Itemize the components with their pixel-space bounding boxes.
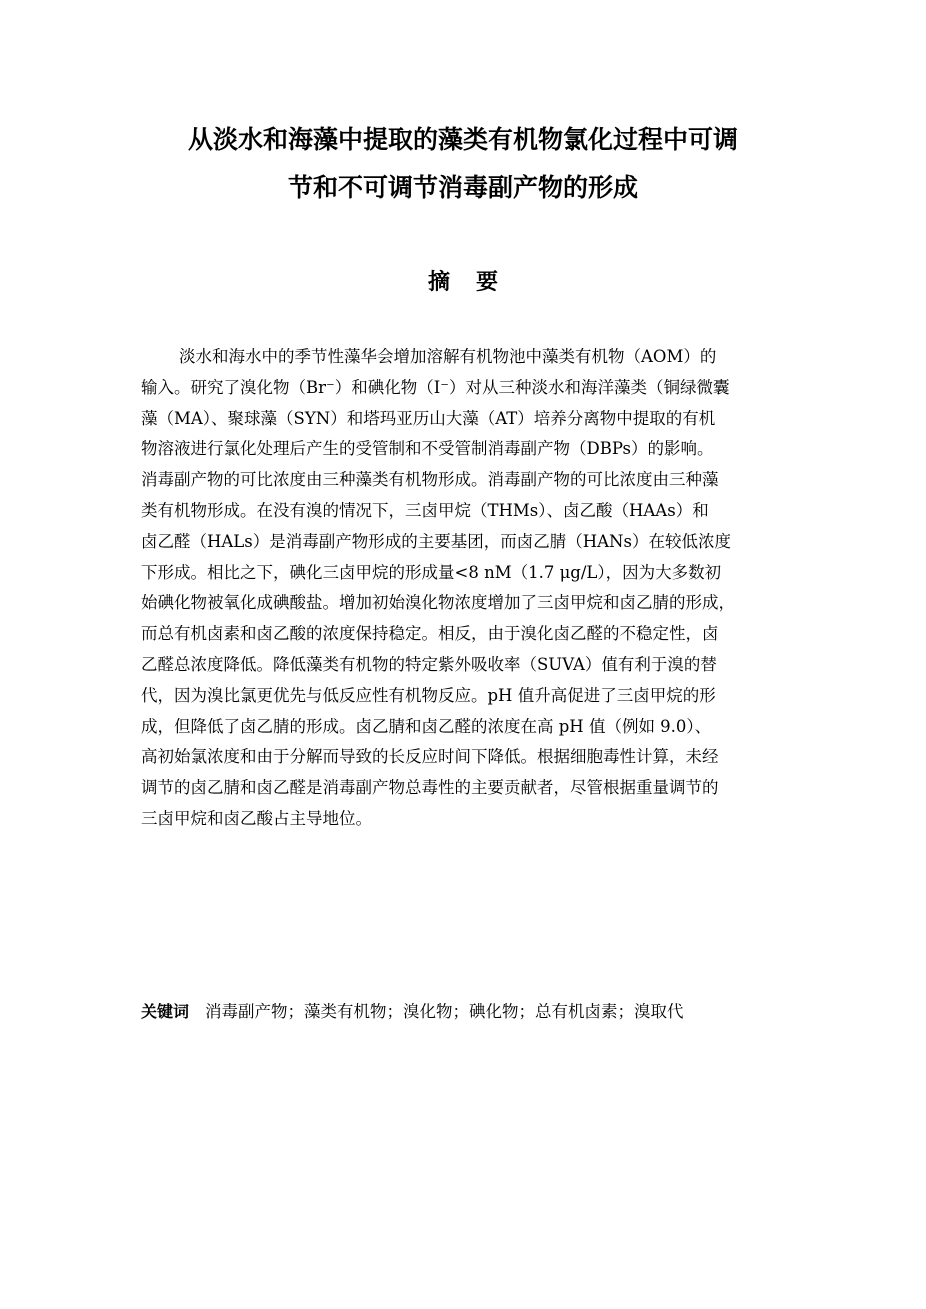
abstract-line: 卤乙醛（HALs）是消毒副产物形成的主要基团，而卤乙腈（HANs）在较低浓度: [141, 531, 731, 551]
abstract-line: 类有机物形成。在没有溴的情况下，三卤甲烷（THMs）、卤乙酸（HAAs）和: [141, 500, 709, 520]
keywords-line: [141, 998, 789, 1026]
abstract-line: 消毒副产物的可比浓度由三种藻类有机物形成。消毒副产物的可比浓度由三种藻: [141, 470, 719, 490]
abstract-body: [141, 342, 789, 835]
keywords-label: 关键词: [141, 1002, 190, 1021]
abstract-line: 高初始氯浓度和由于分解而导致的长反应时间下降低。根据细胞毒性计算，未经: [141, 747, 719, 767]
abstract-line: 下形成。相比之下，碘化三卤甲烷的形成量<8 nM（1.7 μg/L），因为大多数初: [141, 562, 722, 582]
abstract-line: 藻（MA）、聚球藻（SYN）和塔玛亚历山大藻（AT）培养分离物中提取的有机: [141, 408, 716, 428]
abstract-line: 成，但降低了卤乙腈的形成。卤乙腈和卤乙醛的浓度在高 pH 值（例如 9.0）、: [141, 716, 712, 736]
title-line-2: 节和不可调节消毒副产物的形成: [287, 173, 638, 202]
abstract-line: 而总有机卤素和卤乙酸的浓度保持稳定。相反，由于溴化卤乙醛的不稳定性，卤: [141, 624, 719, 644]
abstract-line: 乙醛总浓度降低。降低藻类有机物的特定紫外吸收率（SUVA）值有利于溴的替: [141, 654, 717, 674]
abstract-line: 始碘化物被氧化成碘酸盐。增加初始溴化物浓度增加了三卤甲烷和卤乙腈的形成，: [141, 593, 735, 613]
abstract-line: 三卤甲烷和卤乙酸占主导地位。: [141, 808, 372, 828]
abstract-line: 调节的卤乙腈和卤乙醛是消毒副产物总毒性的主要贡献者，尽管根据重量调节的: [141, 778, 719, 798]
abstract-line: 输入。研究了溴化物（Br⁻）和碘化物（I⁻）对从三种淡水和海洋藻类（铜绿微囊: [141, 377, 730, 397]
abstract-line: 代，因为溴比氯更优先与低反应性有机物反应。pH 值升高促进了三卤甲烷的形: [141, 685, 716, 705]
abstract-line: 淡水和海水中的季节性藻华会增加溶解有机物池中藻类有机物（AOM）的: [179, 347, 717, 366]
keywords-text: 消毒副产物；藻类有机物；溴化物；碘化物；总有机卤素；溴取代: [205, 1002, 684, 1021]
abstract-line: 物溶液进行氯化处理后产生的受管制和不受管制消毒副产物（DBPs）的影响。: [141, 439, 714, 459]
title-line-1: 从淡水和海藻中提取的藻类有机物氯化过程中可调: [187, 125, 738, 154]
abstract-heading: 摘要: [427, 270, 524, 295]
